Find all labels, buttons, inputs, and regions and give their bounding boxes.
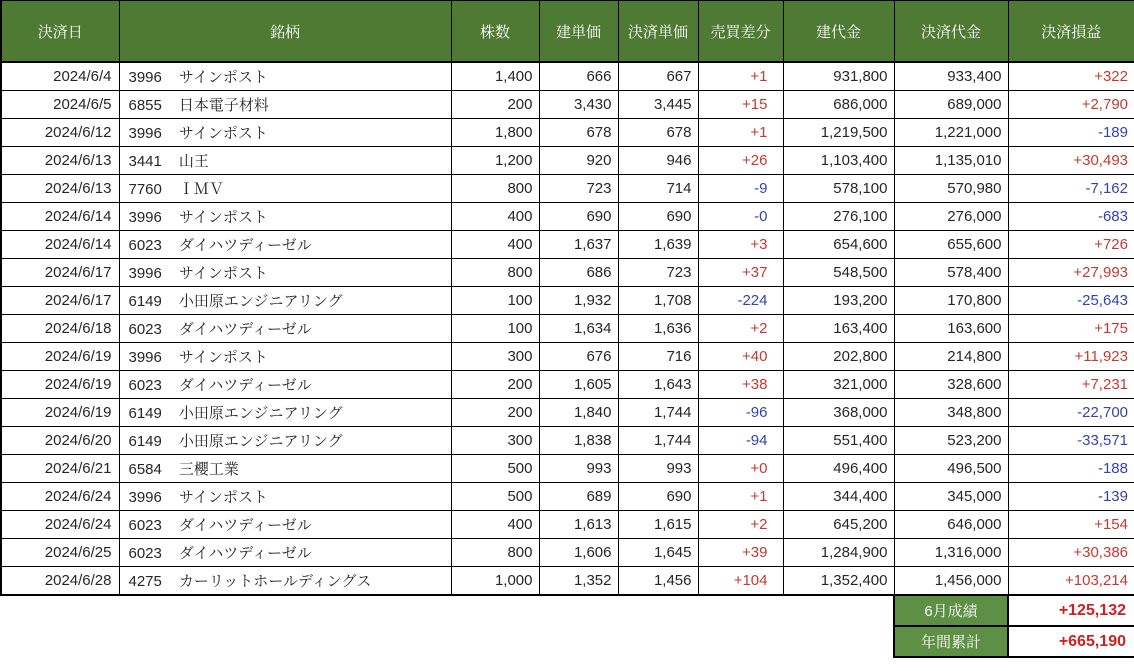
settlement-pl-cell[interactable]: -7,162 (1008, 175, 1134, 203)
close-price-cell[interactable]: 1,639 (618, 231, 698, 259)
table-row (1, 91, 1134, 119)
year-total-label[interactable]: 年間累計 (894, 626, 1008, 657)
settlement-date-cell[interactable]: 2024/6/20 (1, 427, 119, 455)
settlement-date-cell[interactable]: 2024/6/18 (1, 315, 119, 343)
settlement-pl-cell[interactable]: +2,790 (1008, 91, 1134, 119)
settlement-date-cell[interactable]: 2024/6/13 (1, 175, 119, 203)
close-amount-cell[interactable]: 1,221,000 (894, 119, 1008, 147)
open-price-cell[interactable]: 1,352 (539, 567, 618, 596)
stock-code: 7760 (128, 181, 162, 198)
stock-name: 山王 (178, 153, 209, 170)
share-count-cell[interactable]: 100 (451, 287, 539, 315)
close-amount-cell[interactable]: 214,800 (894, 343, 1008, 371)
year-total-value[interactable]: +665,190 (1008, 626, 1134, 657)
close-price-cell[interactable]: 1,615 (618, 511, 698, 539)
open-price-cell[interactable]: 676 (539, 343, 618, 371)
settlement-pl-cell[interactable]: -33,571 (1008, 427, 1134, 455)
open-amount-cell[interactable]: 578,100 (783, 175, 894, 203)
month-total-value[interactable]: +125,132 (1008, 595, 1134, 626)
stock-cell[interactable] (119, 483, 451, 511)
open-amount-cell[interactable]: 1,352,400 (783, 567, 894, 596)
stock-cell[interactable] (119, 259, 451, 287)
open-price-cell[interactable]: 678 (539, 119, 618, 147)
stock-name: ダイハツディーゼル (178, 237, 312, 254)
trade-diff-cell[interactable]: +40 (698, 343, 783, 371)
stock-cell[interactable] (119, 91, 451, 119)
trade-diff-cell[interactable]: +1 (698, 62, 783, 91)
table-row (1, 203, 1134, 231)
close-amount-cell[interactable]: 348,800 (894, 399, 1008, 427)
close-price-cell[interactable]: 946 (618, 147, 698, 175)
open-price-cell[interactable]: 1,932 (539, 287, 618, 315)
stock-code: 6149 (128, 433, 162, 450)
table-row (1, 175, 1134, 203)
column-header-settlement-date[interactable]: 決済日 (1, 1, 119, 63)
close-amount-cell[interactable]: 655,600 (894, 231, 1008, 259)
share-count-cell[interactable]: 800 (451, 259, 539, 287)
stock-code: 6855 (128, 97, 162, 114)
close-amount-cell[interactable]: 345,000 (894, 483, 1008, 511)
open-amount-cell[interactable]: 1,103,400 (783, 147, 894, 175)
settlement-pl-cell[interactable]: -22,700 (1008, 399, 1134, 427)
share-count-cell[interactable]: 400 (451, 231, 539, 259)
open-amount-cell[interactable]: 1,284,900 (783, 539, 894, 567)
open-amount-cell[interactable]: 548,500 (783, 259, 894, 287)
settlement-date-cell[interactable]: 2024/6/19 (1, 343, 119, 371)
trade-diff-cell[interactable]: +2 (698, 315, 783, 343)
settlement-date-cell[interactable]: 2024/6/19 (1, 399, 119, 427)
table-row (1, 539, 1134, 567)
column-header-trade-diff[interactable]: 売買差分 (698, 1, 783, 63)
table-row (1, 343, 1134, 371)
stock-name: サインポスト (178, 349, 268, 366)
stock-code: 6023 (128, 237, 162, 254)
stock-code: 6023 (128, 517, 162, 534)
settlement-pl-cell[interactable]: +726 (1008, 231, 1134, 259)
stock-cell[interactable] (119, 567, 451, 596)
open-amount-cell[interactable]: 276,100 (783, 203, 894, 231)
settlement-pl-cell[interactable]: -139 (1008, 483, 1134, 511)
stock-cell[interactable] (119, 511, 451, 539)
open-amount-cell[interactable]: 321,000 (783, 371, 894, 399)
table-row (1, 427, 1134, 455)
stock-name: サインポスト (178, 489, 268, 506)
close-price-cell[interactable]: 678 (618, 119, 698, 147)
open-price-cell[interactable]: 1,605 (539, 371, 618, 399)
close-price-cell[interactable]: 690 (618, 483, 698, 511)
column-header-close-amount[interactable]: 決済代金 (894, 1, 1008, 63)
settlement-date-cell[interactable]: 2024/6/24 (1, 483, 119, 511)
table-row (1, 399, 1134, 427)
trade-diff-cell[interactable]: +104 (698, 567, 783, 596)
open-price-cell[interactable]: 686 (539, 259, 618, 287)
open-amount-cell[interactable]: 202,800 (783, 343, 894, 371)
close-amount-cell[interactable]: 689,000 (894, 91, 1008, 119)
open-amount-cell[interactable]: 551,400 (783, 427, 894, 455)
settlement-date-cell[interactable]: 2024/6/25 (1, 539, 119, 567)
open-price-cell[interactable]: 920 (539, 147, 618, 175)
stock-cell[interactable] (119, 175, 451, 203)
summary-section (1, 595, 1134, 657)
share-count-cell[interactable]: 800 (451, 175, 539, 203)
summary-spacer (1, 595, 894, 626)
stock-cell[interactable] (119, 343, 451, 371)
table-row (1, 371, 1134, 399)
summary-spacer (1, 626, 894, 657)
trade-diff-cell[interactable]: -9 (698, 175, 783, 203)
summary-row-year (1, 626, 1134, 657)
stock-code: 6023 (128, 377, 162, 394)
close-price-cell[interactable]: 714 (618, 175, 698, 203)
table-row (1, 62, 1134, 91)
share-count-cell[interactable]: 100 (451, 315, 539, 343)
close-price-cell[interactable]: 716 (618, 343, 698, 371)
share-count-cell[interactable]: 1,800 (451, 119, 539, 147)
close-amount-cell[interactable]: 646,000 (894, 511, 1008, 539)
close-price-cell[interactable]: 1,456 (618, 567, 698, 596)
month-total-label[interactable]: 6月成績 (894, 595, 1008, 626)
settlement-date-cell[interactable]: 2024/6/17 (1, 287, 119, 315)
settlement-pl-cell[interactable]: +30,386 (1008, 539, 1134, 567)
close-price-cell[interactable]: 1,645 (618, 539, 698, 567)
close-amount-cell[interactable]: 496,500 (894, 455, 1008, 483)
close-amount-cell[interactable]: 276,000 (894, 203, 1008, 231)
share-count-cell[interactable]: 200 (451, 399, 539, 427)
settlement-pl-cell[interactable]: -25,643 (1008, 287, 1134, 315)
open-price-cell[interactable]: 666 (539, 62, 618, 91)
close-price-cell[interactable]: 1,744 (618, 427, 698, 455)
stock-name: 日本電子材料 (178, 97, 269, 114)
close-price-cell[interactable]: 690 (618, 203, 698, 231)
trade-diff-cell[interactable]: -0 (698, 203, 783, 231)
settlement-date-cell[interactable]: 2024/6/13 (1, 147, 119, 175)
trade-diff-cell[interactable]: +37 (698, 259, 783, 287)
close-amount-cell[interactable]: 328,600 (894, 371, 1008, 399)
stock-cell[interactable] (119, 231, 451, 259)
stock-name: ＩＭＶ (178, 181, 224, 198)
share-count-cell[interactable]: 500 (451, 483, 539, 511)
stock-name: カーリットホールディングス (178, 573, 372, 590)
trade-diff-cell[interactable]: -96 (698, 399, 783, 427)
trade-diff-cell[interactable]: -224 (698, 287, 783, 315)
settlement-date-cell[interactable]: 2024/6/28 (1, 567, 119, 596)
stock-name: 小田原エンジニアリング (178, 433, 343, 450)
open-amount-cell[interactable]: 496,400 (783, 455, 894, 483)
settlement-pl-cell[interactable]: +30,493 (1008, 147, 1134, 175)
table-row (1, 259, 1134, 287)
open-price-cell[interactable]: 1,606 (539, 539, 618, 567)
column-header-open-price[interactable]: 建単価 (539, 1, 618, 63)
open-price-cell[interactable]: 1,634 (539, 315, 618, 343)
stock-name: ダイハツディーゼル (178, 377, 312, 394)
open-amount-cell[interactable]: 931,800 (783, 62, 894, 91)
trade-diff-cell[interactable]: +15 (698, 91, 783, 119)
share-count-cell[interactable]: 1,400 (451, 62, 539, 91)
open-price-cell[interactable]: 1,840 (539, 399, 618, 427)
trade-diff-cell[interactable]: +1 (698, 483, 783, 511)
table-row (1, 455, 1134, 483)
column-header-stock[interactable]: 銘柄 (119, 1, 451, 63)
table-header (1, 1, 1134, 63)
close-price-cell[interactable]: 1,636 (618, 315, 698, 343)
table-row (1, 147, 1134, 175)
settlement-date-cell[interactable]: 2024/6/24 (1, 511, 119, 539)
close-amount-cell[interactable]: 578,400 (894, 259, 1008, 287)
share-count-cell[interactable]: 800 (451, 539, 539, 567)
open-price-cell[interactable]: 690 (539, 203, 618, 231)
settlement-pl-cell[interactable]: +322 (1008, 62, 1134, 91)
stock-code: 4275 (128, 573, 162, 590)
stock-name: ダイハツディーゼル (178, 517, 312, 534)
stock-code: 3996 (128, 489, 162, 506)
stock-code: 6023 (128, 321, 162, 338)
stock-code: 6149 (128, 405, 162, 422)
stock-code: 3996 (128, 209, 162, 226)
settlement-date-cell[interactable]: 2024/6/14 (1, 203, 119, 231)
stock-name: ダイハツディーゼル (178, 321, 312, 338)
stock-cell[interactable] (119, 399, 451, 427)
close-price-cell[interactable]: 723 (618, 259, 698, 287)
stock-name: サインポスト (178, 69, 268, 86)
column-header-open-amount[interactable]: 建代金 (783, 1, 894, 63)
open-amount-cell[interactable]: 368,000 (783, 399, 894, 427)
table-body (1, 62, 1134, 595)
open-amount-cell[interactable]: 344,400 (783, 483, 894, 511)
stock-name: 小田原エンジニアリング (178, 405, 343, 422)
open-amount-cell[interactable]: 163,400 (783, 315, 894, 343)
share-count-cell[interactable]: 400 (451, 203, 539, 231)
trade-diff-cell[interactable]: +0 (698, 455, 783, 483)
open-amount-cell[interactable]: 193,200 (783, 287, 894, 315)
stock-name: サインポスト (178, 265, 268, 282)
stock-code: 6023 (128, 545, 162, 562)
settlement-pl-cell[interactable]: -189 (1008, 119, 1134, 147)
stock-code: 3996 (128, 265, 162, 282)
close-amount-cell[interactable]: 933,400 (894, 62, 1008, 91)
close-price-cell[interactable]: 1,708 (618, 287, 698, 315)
close-price-cell[interactable]: 1,744 (618, 399, 698, 427)
share-count-cell[interactable]: 400 (451, 511, 539, 539)
share-count-cell[interactable]: 500 (451, 455, 539, 483)
table-row (1, 287, 1134, 315)
stock-cell[interactable] (119, 371, 451, 399)
open-amount-cell[interactable]: 645,200 (783, 511, 894, 539)
share-count-cell[interactable]: 200 (451, 371, 539, 399)
trade-diff-cell[interactable]: +3 (698, 231, 783, 259)
share-count-cell[interactable]: 300 (451, 427, 539, 455)
close-amount-cell[interactable]: 523,200 (894, 427, 1008, 455)
trade-diff-cell[interactable]: +26 (698, 147, 783, 175)
settlement-pl-cell[interactable]: +154 (1008, 511, 1134, 539)
stock-name: 三櫻工業 (178, 461, 239, 478)
table-row (1, 315, 1134, 343)
stock-name: サインポスト (178, 209, 268, 226)
close-price-cell[interactable]: 3,445 (618, 91, 698, 119)
open-price-cell[interactable]: 1,613 (539, 511, 618, 539)
stock-name: サインポスト (178, 125, 268, 142)
settlement-date-cell[interactable]: 2024/6/5 (1, 91, 119, 119)
open-price-cell[interactable]: 1,637 (539, 231, 618, 259)
open-price-cell[interactable]: 993 (539, 455, 618, 483)
stock-name: ダイハツディーゼル (178, 545, 312, 562)
settlement-pl-cell[interactable]: +11,923 (1008, 343, 1134, 371)
open-price-cell[interactable]: 723 (539, 175, 618, 203)
close-price-cell[interactable]: 1,643 (618, 371, 698, 399)
settlement-date-cell[interactable]: 2024/6/21 (1, 455, 119, 483)
settlement-date-cell[interactable]: 2024/6/4 (1, 62, 119, 91)
share-count-cell[interactable]: 200 (451, 91, 539, 119)
close-price-cell[interactable]: 993 (618, 455, 698, 483)
trade-diff-cell[interactable]: +1 (698, 119, 783, 147)
trade-diff-cell[interactable]: +38 (698, 371, 783, 399)
trade-diff-cell[interactable]: +2 (698, 511, 783, 539)
settlement-date-cell[interactable]: 2024/6/17 (1, 259, 119, 287)
open-price-cell[interactable]: 1,838 (539, 427, 618, 455)
settlement-pl-cell[interactable]: -188 (1008, 455, 1134, 483)
settlement-date-cell[interactable]: 2024/6/19 (1, 371, 119, 399)
settlement-pl-cell[interactable]: +7,231 (1008, 371, 1134, 399)
stock-cell[interactable] (119, 147, 451, 175)
trade-diff-cell[interactable]: +39 (698, 539, 783, 567)
open-amount-cell[interactable]: 686,000 (783, 91, 894, 119)
open-price-cell[interactable]: 689 (539, 483, 618, 511)
table-row (1, 231, 1134, 259)
stock-cell[interactable] (119, 287, 451, 315)
open-amount-cell[interactable]: 654,600 (783, 231, 894, 259)
column-header-close-price[interactable]: 決済単価 (618, 1, 698, 63)
stock-code: 3996 (128, 349, 162, 366)
stock-code: 6584 (128, 461, 162, 478)
stock-code: 3996 (128, 69, 162, 86)
table-row (1, 511, 1134, 539)
stock-cell[interactable] (119, 315, 451, 343)
stock-cell[interactable] (119, 539, 451, 567)
close-price-cell[interactable]: 667 (618, 62, 698, 91)
stock-code: 6149 (128, 293, 162, 310)
stock-cell[interactable] (119, 455, 451, 483)
close-amount-cell[interactable]: 163,600 (894, 315, 1008, 343)
close-amount-cell[interactable]: 570,980 (894, 175, 1008, 203)
share-count-cell[interactable]: 1,000 (451, 567, 539, 596)
close-amount-cell[interactable]: 170,800 (894, 287, 1008, 315)
open-price-cell[interactable]: 3,430 (539, 91, 618, 119)
share-count-cell[interactable]: 1,200 (451, 147, 539, 175)
stock-cell[interactable] (119, 62, 451, 91)
open-amount-cell[interactable]: 1,219,500 (783, 119, 894, 147)
stock-cell[interactable] (119, 427, 451, 455)
stock-name: 小田原エンジニアリング (178, 293, 343, 310)
settlement-pl-cell[interactable]: +27,993 (1008, 259, 1134, 287)
column-header-share-count[interactable]: 株数 (451, 1, 539, 63)
trade-diff-cell[interactable]: -94 (698, 427, 783, 455)
share-count-cell[interactable]: 300 (451, 343, 539, 371)
summary-row-month (1, 595, 1134, 626)
table-row (1, 483, 1134, 511)
table-row (1, 567, 1134, 596)
settlement-date-cell[interactable]: 2024/6/14 (1, 231, 119, 259)
stock-code: 3996 (128, 125, 162, 142)
close-amount-cell[interactable]: 1,135,010 (894, 147, 1008, 175)
settlement-pl-cell[interactable]: -683 (1008, 203, 1134, 231)
stock-cell[interactable] (119, 119, 451, 147)
settlement-pl-cell[interactable]: +175 (1008, 315, 1134, 343)
close-amount-cell[interactable]: 1,316,000 (894, 539, 1008, 567)
settlement-date-cell[interactable]: 2024/6/12 (1, 119, 119, 147)
table-row (1, 119, 1134, 147)
stock-code: 3441 (128, 153, 162, 170)
stock-cell[interactable] (119, 203, 451, 231)
column-header-settlement-pl[interactable]: 決済損益 (1008, 1, 1134, 63)
close-amount-cell[interactable]: 1,456,000 (894, 567, 1008, 596)
settlement-pl-cell[interactable]: +103,214 (1008, 567, 1134, 596)
